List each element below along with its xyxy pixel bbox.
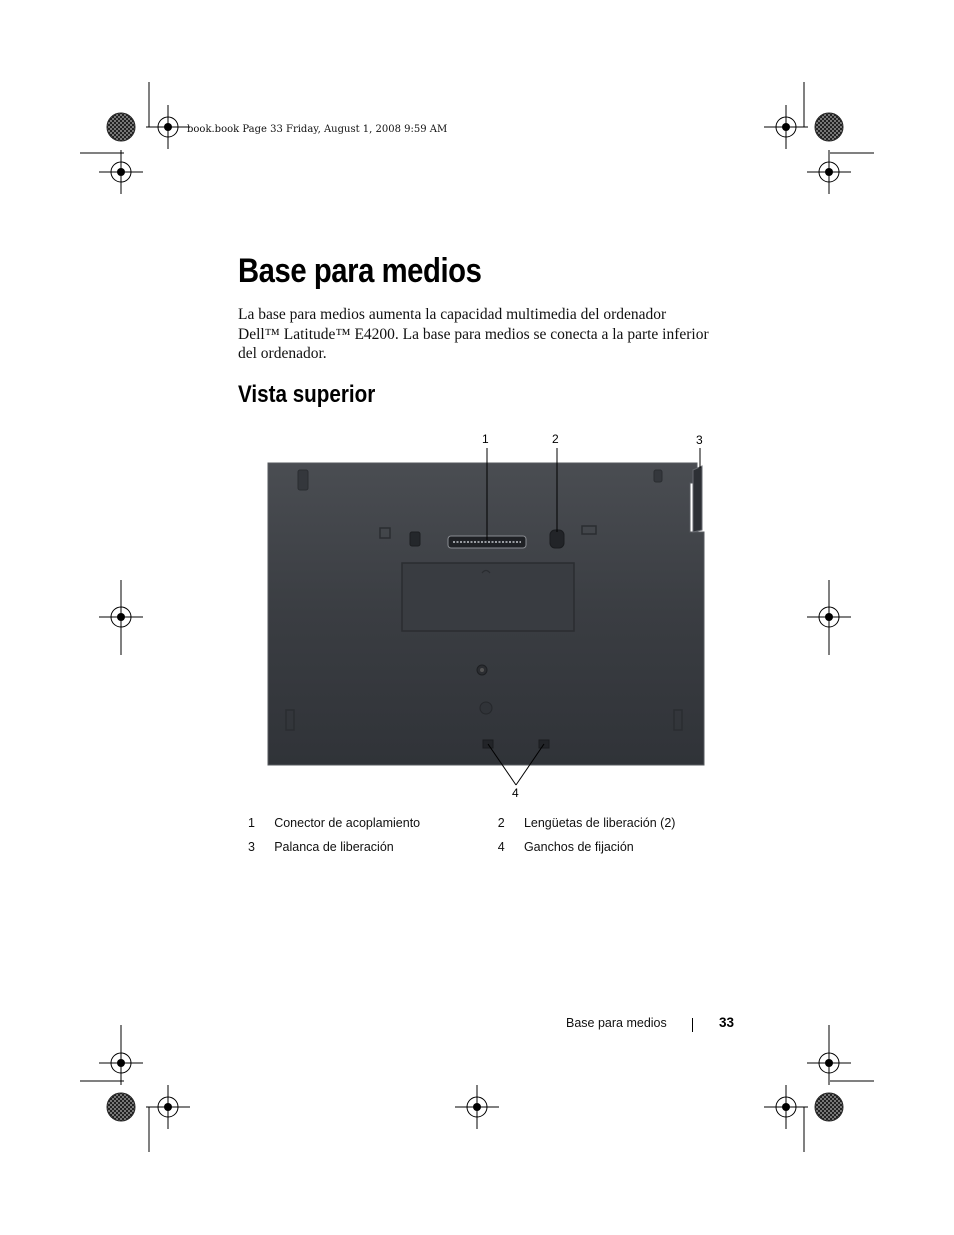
legend-number: 1 [248, 816, 255, 830]
intro-paragraph [238, 305, 728, 364]
footer-section-label: Base para medios [566, 1016, 667, 1030]
figure-legend [240, 811, 740, 859]
vent [298, 470, 308, 490]
vent [654, 470, 662, 482]
page-number: 33 [719, 1015, 735, 1030]
callout-number: 3 [696, 433, 703, 447]
intro-line: Dell™ Latitude™ E4200. La base para medios se conecta a la parte inferior [238, 325, 709, 343]
legend-number: 4 [497, 840, 505, 854]
legend-row [240, 811, 740, 835]
legend-label: Conector de acoplamiento [274, 816, 421, 830]
footer-separator [692, 1018, 693, 1032]
legend-label: Ganchos de fijación [523, 840, 634, 854]
legend-number: 3 [248, 840, 255, 854]
release-tab [550, 530, 564, 548]
screw [480, 702, 492, 714]
legend-label: Lengüetas de liberación (2) [523, 816, 676, 830]
running-header: book.book Page 33 Friday, August 1, 2008 9:59 AM [187, 124, 448, 135]
callout-number: 1 [482, 432, 489, 446]
legend-row [240, 835, 740, 859]
callout-number: 2 [552, 432, 559, 446]
intro-line: del ordenador. [238, 345, 327, 362]
media-base-illustration [250, 428, 720, 803]
section-title: Vista superior [238, 381, 376, 408]
page-title: Base para medios [238, 252, 482, 290]
intro-line: La base para medios aumenta la capacidad multimedia del ordenador [238, 306, 667, 323]
release-lever [693, 466, 702, 532]
connector-guide [410, 532, 420, 546]
center-panel [402, 563, 574, 631]
legend-number: 2 [497, 816, 505, 830]
media-base-figure [250, 428, 720, 803]
legend-label: Palanca de liberación [274, 840, 394, 854]
callout-number: 4 [512, 786, 519, 800]
